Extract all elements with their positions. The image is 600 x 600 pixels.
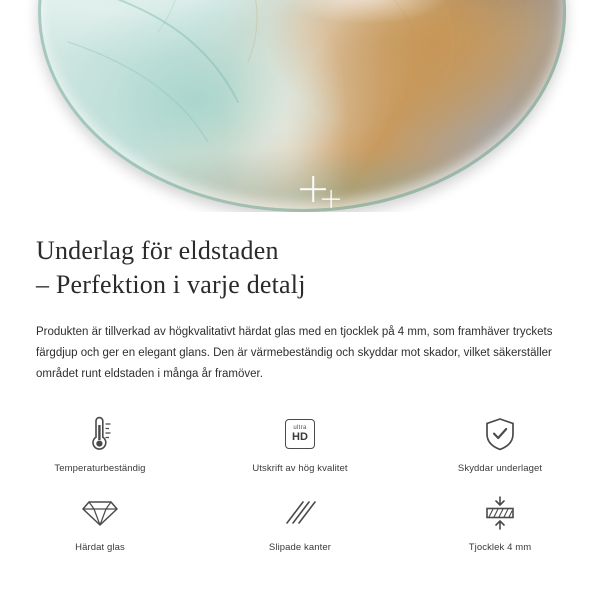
title-line-1: Underlag för eldstaden bbox=[36, 236, 279, 265]
feature-item-protection bbox=[410, 411, 590, 474]
feature-label: Utskrift av hög kvalitet bbox=[252, 463, 348, 474]
marble-veins-icon bbox=[38, 0, 566, 212]
feature-label: Härdat glas bbox=[75, 542, 125, 553]
polished-edges-icon bbox=[210, 490, 390, 536]
feature-item-thickness bbox=[410, 490, 590, 553]
ultra-hd-bottom-label: HD bbox=[292, 431, 308, 443]
marble-glass-disc bbox=[38, 0, 566, 212]
page-title bbox=[36, 234, 600, 302]
feature-item-polished-edges bbox=[210, 490, 390, 553]
diamond-icon bbox=[10, 490, 190, 536]
feature-grid bbox=[0, 411, 600, 553]
feature-label: Skyddar underlaget bbox=[457, 463, 543, 474]
feature-label: Temperaturbeständig bbox=[54, 463, 146, 474]
ultra-hd-top-label: ultra bbox=[293, 425, 307, 431]
hero-image bbox=[0, 0, 600, 212]
feature-label: Tjocklek 4 mm bbox=[468, 542, 532, 553]
product-description: Produkten är tillverkad av högkvalitativt härdat glas med en tjocklek på 4 mm, som framhäver tryckets färgdjup och ger en elegant glans. Den är värmebeständig och skyddar mot skador, vilket säkerställer området runt eldstaden i många år framöver. bbox=[36, 326, 553, 380]
title-line-2: – Perfektion i varje detalj bbox=[36, 270, 306, 299]
shield-check-icon bbox=[410, 411, 590, 457]
feature-item-print-quality bbox=[210, 411, 390, 474]
thermometer-icon bbox=[10, 411, 190, 457]
feature-label: Slipade kanter bbox=[268, 542, 332, 553]
thickness-icon bbox=[410, 490, 590, 536]
feature-item-temperature bbox=[10, 411, 190, 474]
feature-item-tempered-glass bbox=[10, 490, 190, 553]
content-block bbox=[0, 212, 600, 553]
ultra-hd-icon bbox=[210, 411, 390, 457]
